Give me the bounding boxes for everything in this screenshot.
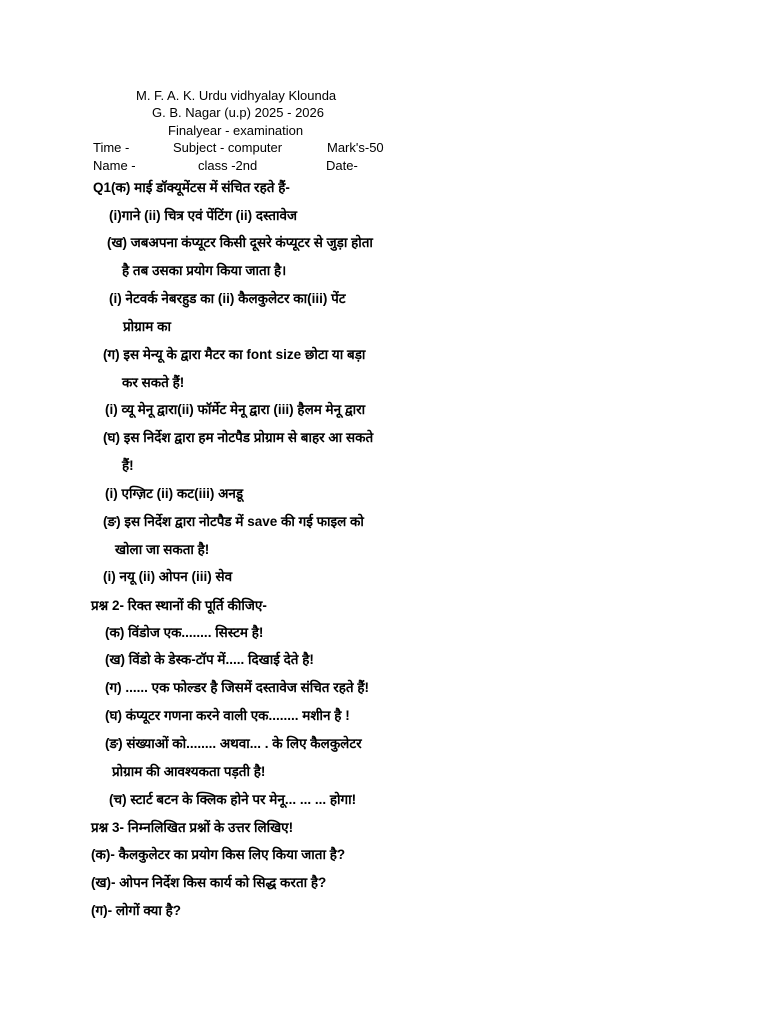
q1-a-question: Q1(क) माई डॉक्यूमेंटस में संचित रहते हैं- bbox=[93, 180, 290, 195]
time-field: Time - bbox=[93, 140, 130, 155]
q1-b-options-line2: प्रोग्राम का bbox=[123, 319, 171, 334]
q2-f: (च) स्टार्ट बटन के क्लिक होने पर मेनू... ... ... होगा! bbox=[109, 792, 357, 807]
q2-d: (घ) कंप्यूटर गणना करने वाली एक........ मशीन है ! bbox=[105, 708, 350, 723]
name-field: Name - bbox=[93, 158, 136, 173]
school-address-session: G. B. Nagar (u.p) 2025 - 2026 bbox=[152, 105, 324, 120]
q1-e-options: (i) नयू (ii) ओपन (iii) सेव bbox=[103, 569, 233, 584]
q2-e-line2: प्रोग्राम की आवश्यकता पड़ती है! bbox=[112, 764, 266, 779]
q3-c: (ग)- लोगों क्या है? bbox=[91, 903, 182, 918]
q3-a: (क)- कैलकुलेटर का प्रयोग किस लिए किया जाता है? bbox=[91, 847, 346, 862]
q1-b-question-line2: है तब उसका प्रयोग किया जाता है। bbox=[122, 263, 287, 278]
q2-heading: प्रश्न 2- रिक्त स्थानों की पूर्ति कीजिए- bbox=[91, 598, 267, 613]
q2-b: (ख) विंडो के डेस्क-टॉप में..... दिखाई देते है! bbox=[105, 652, 314, 667]
q2-e-line1: (ङ) संख्याओं को........ अथवा... . के लिए कैलकुलेटर bbox=[105, 736, 362, 751]
q1-d-question-line2: हैं! bbox=[122, 458, 134, 473]
q1-b-options-line1: (i) नेटवर्क नेबरहुड का (ii) कैलकुलेटर का(iii) पेंट bbox=[109, 291, 346, 306]
date-field: Date- bbox=[326, 158, 358, 173]
q3-b: (ख)- ओपन निर्देश किस कार्य को सिद्ध करता है? bbox=[91, 875, 327, 890]
class-field: class -2nd bbox=[198, 158, 258, 173]
q2-a: (क) विंडोज एक........ सिस्टम है! bbox=[105, 625, 264, 640]
q1-b-question-line1: (ख) जबअपना कंप्यूटर किसी दूसरे कंप्यूटर से जुड़ा होता bbox=[107, 235, 373, 250]
q1-c-question-line1: (ग) इस मेन्यू के द्वारा मैटर का font size छोटा या बड़ा bbox=[103, 347, 366, 362]
q1-d-options: (i) एग्ज़िट (ii) कट(iii) अनडू bbox=[105, 486, 244, 501]
marks-field: Mark's-50 bbox=[327, 140, 384, 155]
q1-c-options: (i) व्यू मेनू द्वारा(ii) फॉर्मेट मेनू द्वारा (iii) हैलम मेनू द्वारा bbox=[105, 402, 366, 417]
q3-heading: प्रश्न 3- निम्नलिखित प्रश्नों के उत्तर लिखिए! bbox=[91, 820, 294, 835]
q1-e-question-line1: (ङ) इस निर्देश द्वारा नोटपैड में save की गई फाइल को bbox=[103, 514, 364, 529]
q1-a-options: (i)गाने (ii) चित्र एवं पेंटिंग (ii) दस्तावेज bbox=[109, 208, 298, 223]
school-name: M. F. A. K. Urdu vidhyalay Klounda bbox=[136, 88, 337, 103]
q2-c: (ग) ...... एक फोल्डर है जिसमें दस्तावेज संचित रहते हैं! bbox=[105, 680, 370, 695]
subject-field: Subject - computer bbox=[173, 140, 283, 155]
q1-d-question-line1: (घ) इस निर्देश द्वारा हम नोटपैड प्रोग्राम से बाहर आ सकते bbox=[103, 430, 374, 445]
q1-c-question-line2: कर सकते हैं! bbox=[122, 375, 185, 390]
exam-title: Finalyear - examination bbox=[168, 123, 304, 138]
q1-e-question-line2: खोला जा सकता है! bbox=[115, 542, 210, 557]
